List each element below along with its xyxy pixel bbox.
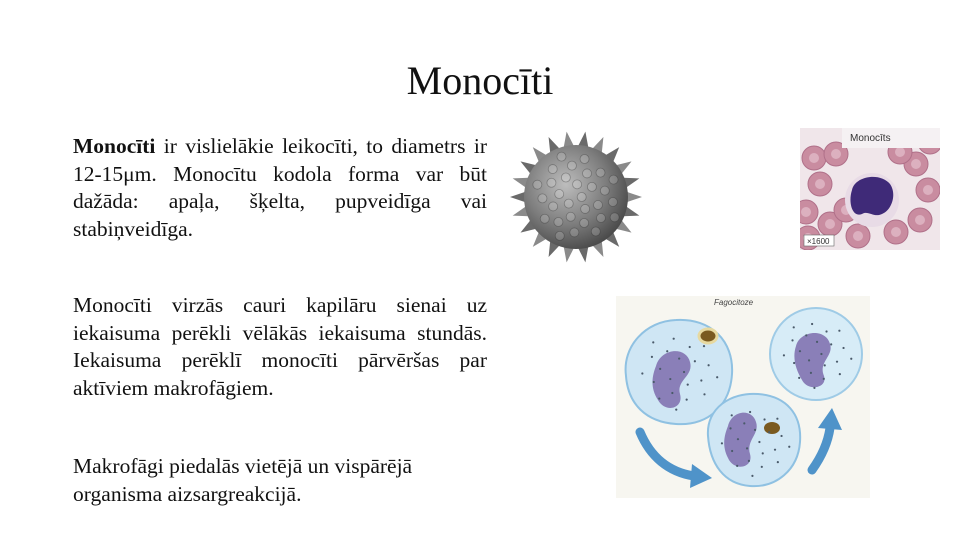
slide-title: Monocīti [406,58,554,103]
paragraph-bold-lead: Monocīti [73,134,156,158]
blood-smear-image [800,128,940,250]
paragraph-macrophages: Makrofāgi piedalās vietējā un vispārējā organisma aizsargreakcijā. [73,454,413,506]
smear-scale: ×1600 [807,237,830,246]
cell-engulfing [708,394,800,486]
paragraph-monocytes-size [73,133,487,243]
phagocytosis-caption: Fagocitoze [714,298,754,307]
monocyte-3d-image [505,125,647,270]
paragraph-monocytes-migration: Monocīti virzās cauri kapilāru sienai uz iekaisuma perēkli vēlākās iekaisuma stundās. Iekaisuma perēklī monocīti pārvēršas par aktīviem makrofāgiem. [73,293,487,400]
paragraph-text: ir vislielākie leikocīti, to diametrs ir 12-15μm. Monocītu kodola forma var būt dažāda: apaļa, šķelta, pupveidīga vai stabiņveidīga. [73,134,487,241]
phagocytosis-image [616,296,870,498]
smear-caption: Monocīts [850,133,891,144]
monocyte-nucleus [850,177,893,215]
cell-digested [770,308,862,400]
